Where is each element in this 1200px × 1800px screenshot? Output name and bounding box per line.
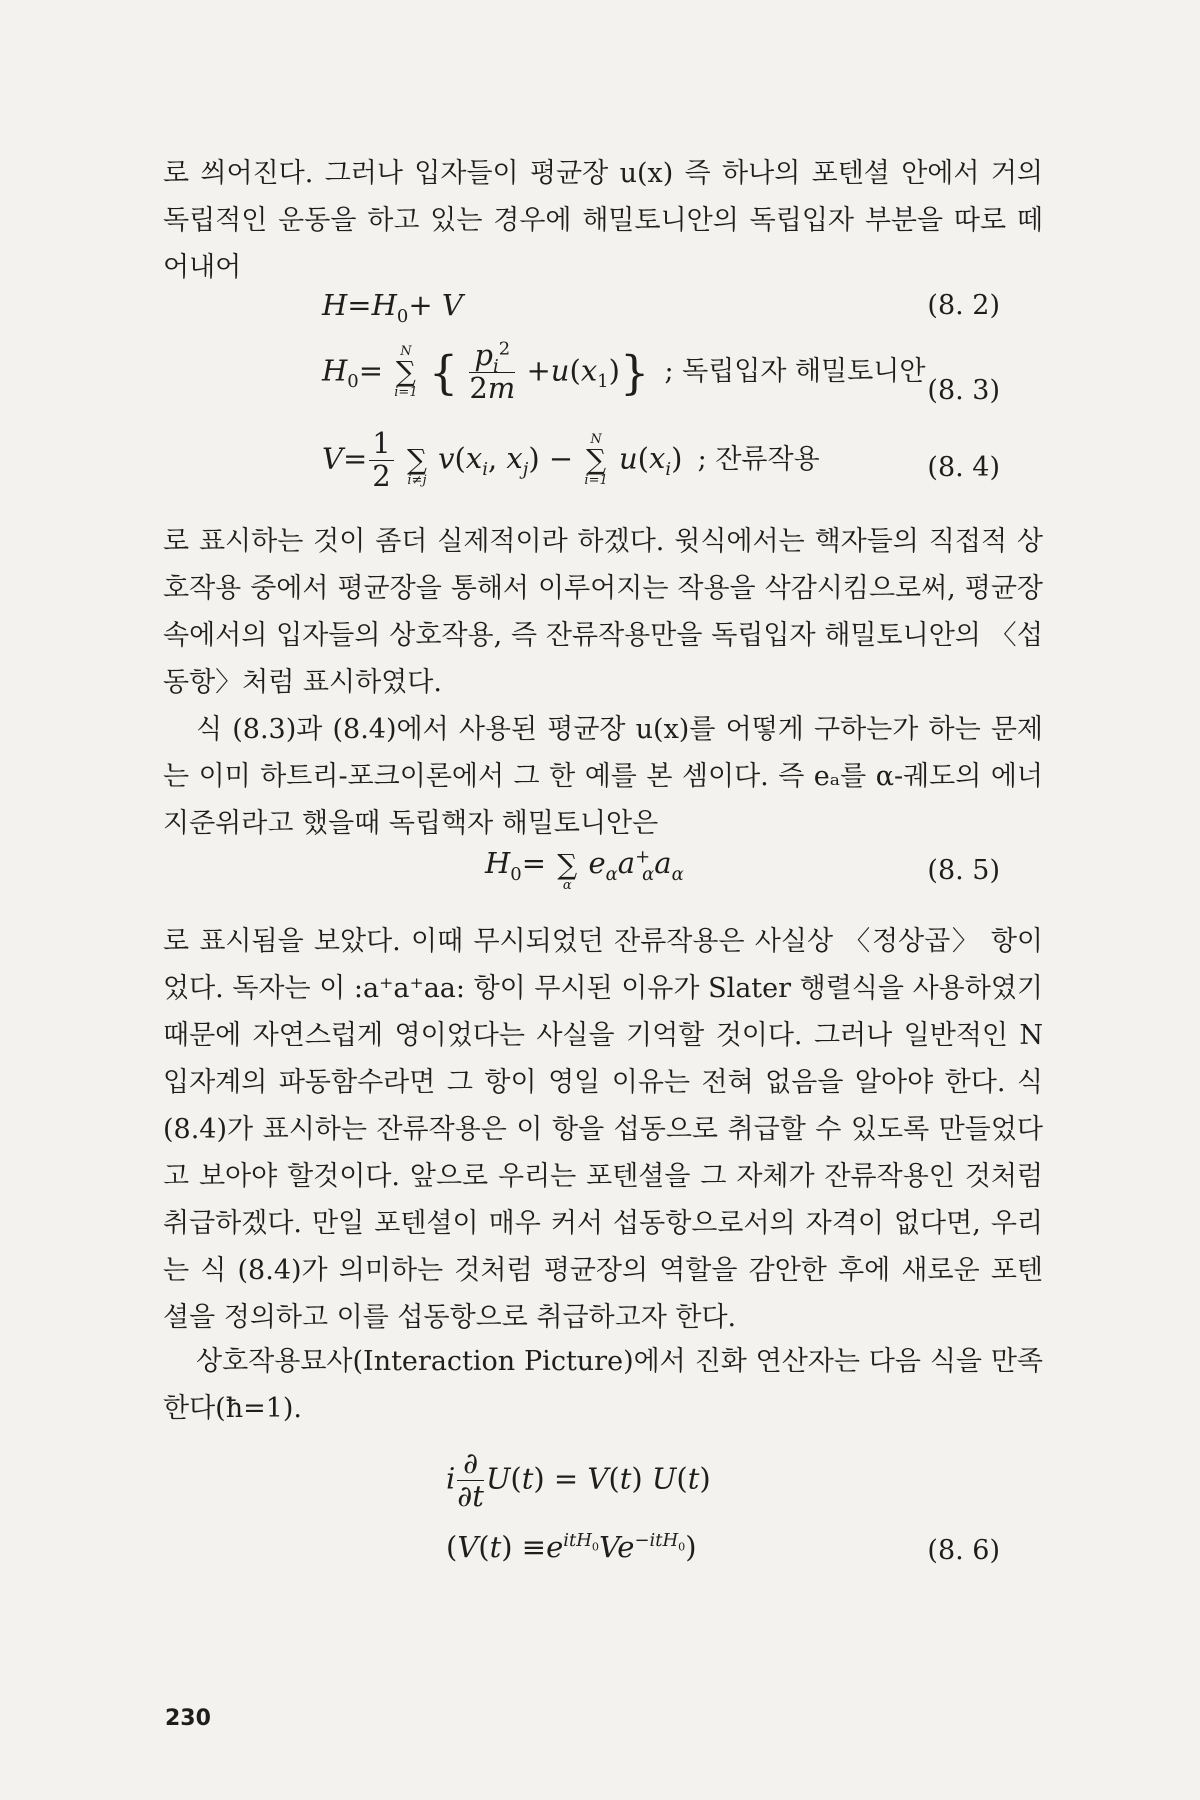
equation-8-3-comment: ; 독립입자 해밀토니안 (664, 356, 926, 388)
sum-symbol: ∑ α (557, 848, 578, 893)
paragraph-3-block (163, 706, 1043, 847)
equation-8-3: $H_0=$ N ∑ i=1 { $\frac{p_i^2}{2m}$ $+u(x_1)$} ; 독립입자 해밀토니안 (322, 338, 926, 405)
paragraph-1-block (163, 150, 1043, 291)
equation-8-4: V= $\frac{1}{2}$ ∑ i≠j $v(x_i$, $x_j$) − N ∑ i=1 $u(x_i)$ ; 잔류작용 (322, 426, 820, 493)
sum-symbol: N ∑ i=1 (584, 432, 608, 489)
paragraph-5: 상호작용묘사(Interaction Picture)에서 진화 연산자는 다음 식을 만족한다(ħ=1). (163, 1346, 1043, 1424)
paragraph-4-block (163, 918, 1043, 1341)
page-number: 230 (165, 1706, 211, 1731)
equation-8-6-line1: i $\frac{\partial}{\partial t}$ U(t) = V(t) U(t) (446, 1446, 711, 1513)
equation-8-2: $H=H_0+ V$ (322, 288, 463, 327)
partial-derivative: $\frac{\partial}{\partial t}$ (457, 1446, 484, 1513)
equation-number-8-6: (8. 6) (927, 1535, 1000, 1566)
paragraph-1: 로 씌어진다. 그러나 입자들이 평균장 u(x) 즉 하나의 포텐셜 안에서 거의 독립적인 운동을 하고 있는 경우에 해밀토니안의 독립입자 부분을 따로 떼어내어 (163, 158, 1043, 283)
equation-number-8-5: (8. 5) (927, 855, 1000, 886)
equation-number-8-2: (8. 2) (927, 290, 1000, 321)
equation-number-8-3: (8. 3) (927, 375, 1000, 406)
equation-number-8-4: (8. 4) (927, 452, 1000, 483)
sum-symbol: ∑ i≠j (406, 443, 427, 489)
equation-8-4-comment: ; 잔류작용 (697, 444, 820, 476)
fraction-half: $\frac{1}{2}$ (369, 428, 393, 493)
paragraph-2-block (163, 518, 1043, 706)
equation-8-5: $H_0=$ ∑ α $e_\alpha a^+_\alpha a_\alpha$ (485, 838, 684, 892)
paragraph-3: 식 (8.3)과 (8.4)에서 사용된 평균장 u(x)를 어떻게 구하는가 하는 문제는 이미 하트리-포크이론에서 그 한 예를 본 셈이다. 즉 eₐ를 α-궤도의 에너지준위라고 했을때 독립핵자 해밀토니안은 (163, 714, 1043, 839)
equation-8-6-line2: $(V(t) \equiv e^{itH_0}Ve^{-itH_0})$ (446, 1530, 697, 1564)
paragraph-4: 로 표시됨을 보았다. 이때 무시되었던 잔류작용은 사실상 〈정상곱〉 항이었다. 독자는 이 :a⁺a⁺aa: 항이 무시된 이유가 Slater 행렬식을 사용하였기 때문에 자연스럽게 영이었다는 사실을 기억할 것이다. 그러나 일반적인 N입자계의 파동함수라면 그 항이 영일 이유는 전혀 없음을 알아야 한다. 식 (8.4)가 표시하는 잔류작용은 이 항을 섭동으로 취급할 수 있도록 만들었다고 보아야 할것이다. 앞으로 우리는 포텐셜을 그 자체가 잔류작용인 것처럼 취급하겠다. 만일 포텐셜이 매우 커서 섭동항으로서의 자격이 없다면, 우리는 식 (8.4)가 의미하는 것처럼 평균장의 역할을 감안한 후에 새로운 포텐셜을 정의하고 이를 섭동항으로 취급하고자 한다. (163, 926, 1043, 1333)
sum-symbol: N ∑ i=1 (394, 344, 418, 401)
paragraph-2: 로 표시하는 것이 좀더 실제적이라 하겠다. 윗식에서는 핵자들의 직접적 상호작용 중에서 평균장을 통해서 이루어지는 작용을 삭감시킴으로써, 평균장 속에서의 입자들의 상호작용, 즉 잔류작용만을 독립입자 해밀토니안의 〈섭동항〉처럼 표시하였다. (163, 526, 1043, 698)
paragraph-5-block (163, 1338, 1043, 1432)
fraction: $\frac{p_i^2}{2m}$ (469, 338, 516, 405)
